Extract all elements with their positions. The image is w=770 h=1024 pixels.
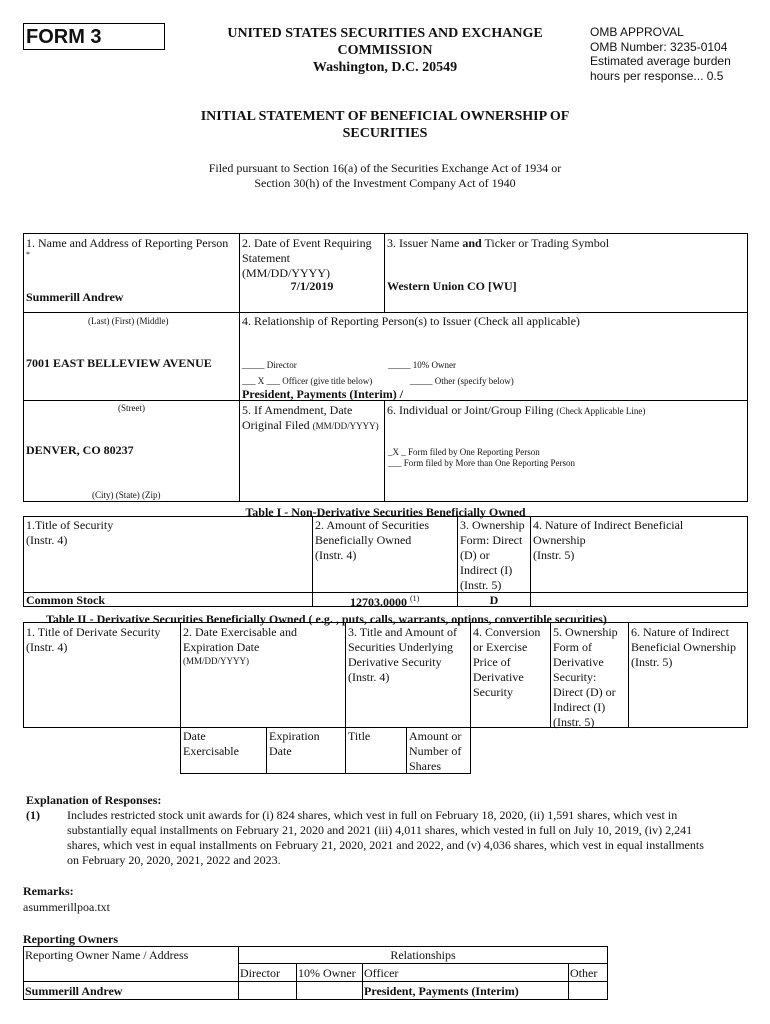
explanation-marker: (1) bbox=[26, 808, 40, 822]
filing-option-one: _X _ Form filed by One Reporting Person bbox=[388, 447, 540, 457]
table1-title: Table I - Non-Derivative Securities Beneficially Owned bbox=[245, 505, 526, 519]
omb-line4 bbox=[590, 69, 731, 84]
filed-line1: Filed pursuant to Section 16(a) of the Securities Exchange Act of 1934 or bbox=[208, 161, 562, 175]
col-officer: Officer bbox=[364, 966, 399, 980]
owner-row-name: Summerill Andrew bbox=[25, 984, 123, 998]
street-address: 7001 EAST BELLEVIEW AVENUE bbox=[26, 356, 212, 370]
director-option: _____ Director bbox=[242, 360, 297, 370]
remarks-heading: Remarks: bbox=[23, 884, 74, 898]
issuer-name: Western Union CO [WU] bbox=[387, 279, 517, 293]
officer-option: ___ X ___ Officer (give title below) bbox=[242, 376, 373, 386]
filing-option-multiple: ___ Form filed by More than One Reporting Person bbox=[388, 458, 575, 468]
form-title bbox=[170, 108, 600, 142]
event-date: 7/1/2019 bbox=[290, 279, 334, 293]
security-title: Common Stock bbox=[26, 593, 106, 607]
omb-line1: OMB APPROVAL bbox=[590, 25, 684, 39]
agency-line3: Washington, D.C. 20549 bbox=[312, 60, 458, 75]
table2-col3-header: 3. Title and Amount of Securities Underlying Derivative Security (Instr. 4) bbox=[348, 625, 458, 684]
box6-label: 6. Individual or Joint/Group Filing (Check Applicable Line) bbox=[387, 403, 646, 417]
box1-label: 1. Name and Address of Reporting Person bbox=[26, 236, 229, 250]
col-relationships: Relationships bbox=[390, 948, 456, 962]
col-director: Director bbox=[240, 966, 280, 980]
street-sublabel: (Street) bbox=[118, 403, 145, 413]
omb-hours-value: 0.5 bbox=[706, 68, 724, 83]
reporting-owners-heading: Reporting Owners bbox=[23, 932, 118, 946]
officer-title: President, Payments (Interim) / bbox=[242, 387, 404, 401]
table2-col1-header: 1. Title of Derivate Security (Instr. 4) bbox=[26, 625, 161, 654]
table1-col1-header: 1.Title of Security (Instr. 4) bbox=[26, 518, 114, 547]
table1-col2-header: 2. Amount of Securities Beneficially Owned (Instr. 4) bbox=[315, 518, 429, 562]
ten-percent-owner-option: _____ 10% Owner bbox=[388, 360, 456, 370]
filed-line2: Section 30(h) of the Investment Company Act of 1940 bbox=[254, 176, 516, 190]
omb-line3: Estimated average burden bbox=[590, 54, 731, 68]
ownership-form: D bbox=[489, 593, 499, 607]
amount-owned: 12703.0000 $^{(1)}$ bbox=[350, 594, 420, 609]
sub-date-exercisable: Date Exercisable bbox=[183, 729, 239, 758]
city-state-zip: DENVER, CO 80237 bbox=[26, 443, 134, 457]
name-sublabel: (Last) (First) (Middle) bbox=[88, 316, 169, 326]
table2-title: Table II - Derivative Securities Beneficially Owned ( e.g. , puts, calls, warrants, options, convertible securities) bbox=[46, 612, 607, 626]
box1-asterisk: * bbox=[26, 250, 30, 259]
table1-col3-header: 3. Ownership Form: Direct (D) or Indirect (I) (Instr. 5) bbox=[460, 518, 525, 592]
form-label-box bbox=[23, 23, 165, 50]
reporting-person-name: Summerill Andrew bbox=[26, 290, 124, 304]
box4-label: 4. Relationship of Reporting Person(s) to Issuer (Check all applicable) bbox=[242, 314, 580, 328]
city-sublabel: (City) (State) (Zip) bbox=[92, 490, 161, 500]
box3-label: 3. Issuer Name and Ticker or Trading Symbol bbox=[387, 236, 610, 250]
box5-label: 5. If Amendment, Date Original Filed (MM/DD/YYYY) bbox=[242, 403, 379, 432]
table2-col4-header: 4. Conversion or Exercise Price of Derivative Security bbox=[473, 625, 541, 699]
omb-hours-label: hours per response... bbox=[590, 68, 704, 83]
table2-col2-header: 2. Date Exercisable and Expiration Date (MM/DD/YYYY) bbox=[183, 625, 297, 666]
form-label: FORM 3 bbox=[26, 26, 102, 48]
explanation-heading: Explanation of Responses: bbox=[26, 793, 162, 807]
form-title-line1: INITIAL STATEMENT OF BENEFICIAL OWNERSHIP OF bbox=[200, 109, 570, 124]
table2-col5-header: 5. Ownership Form of Derivative Security: Direct (D) or Indirect (I) (Instr. 5) bbox=[553, 625, 618, 729]
agency-heading bbox=[200, 25, 570, 76]
remarks-text: asummerillpoa.txt bbox=[23, 900, 110, 914]
sub-amount: Amount or Number of Shares bbox=[409, 729, 462, 773]
sub-title: Title bbox=[348, 729, 371, 743]
agency-line1: UNITED STATES SECURITIES AND EXCHANGE bbox=[227, 26, 543, 41]
table2-col6-header: 6. Nature of Indirect Beneficial Ownership (Instr. 5) bbox=[631, 625, 736, 669]
table1-col4-header: 4. Nature of Indirect Beneficial Ownership (Instr. 5) bbox=[533, 518, 684, 562]
sub-expiration-date: Expiration Date bbox=[269, 729, 320, 758]
other-option: _____ Other (specify below) bbox=[410, 376, 514, 386]
filed-pursuant bbox=[150, 161, 620, 191]
form-title-line2: SECURITIES bbox=[342, 126, 428, 141]
omb-line2: OMB Number: 3235-0104 bbox=[590, 39, 728, 54]
agency-line2: COMMISSION bbox=[337, 43, 433, 58]
col-ten-pct-owner: 10% Owner bbox=[298, 966, 356, 980]
col-owner-name: Reporting Owner Name / Address bbox=[25, 948, 189, 962]
omb-approval bbox=[590, 25, 731, 83]
footnote-ref: (1) bbox=[410, 594, 420, 603]
col-other: Other bbox=[570, 966, 598, 980]
owner-row-officer: President, Payments (Interim) bbox=[364, 984, 519, 998]
box2-label: 2. Date of Event Requiring Statement (MM/DD/YYYY) bbox=[242, 236, 372, 280]
explanation-text: Includes restricted stock unit awards for (i) 824 shares, which vest in full on February 18, 2020, (ii) 1,591 shares, which vest in substantially equal installments on February 21, 2020 and 2021 (iii) 4,011 shares, which vested in full on July 10, 2019, (iv) 2,241 shares, which vest in equal installments on February 21, 2020, 2021 and 2022, and (v) 4,036 shares, which vest in equal installments on February 20, 2020, 2021, 2022 and 2023. bbox=[67, 808, 704, 867]
